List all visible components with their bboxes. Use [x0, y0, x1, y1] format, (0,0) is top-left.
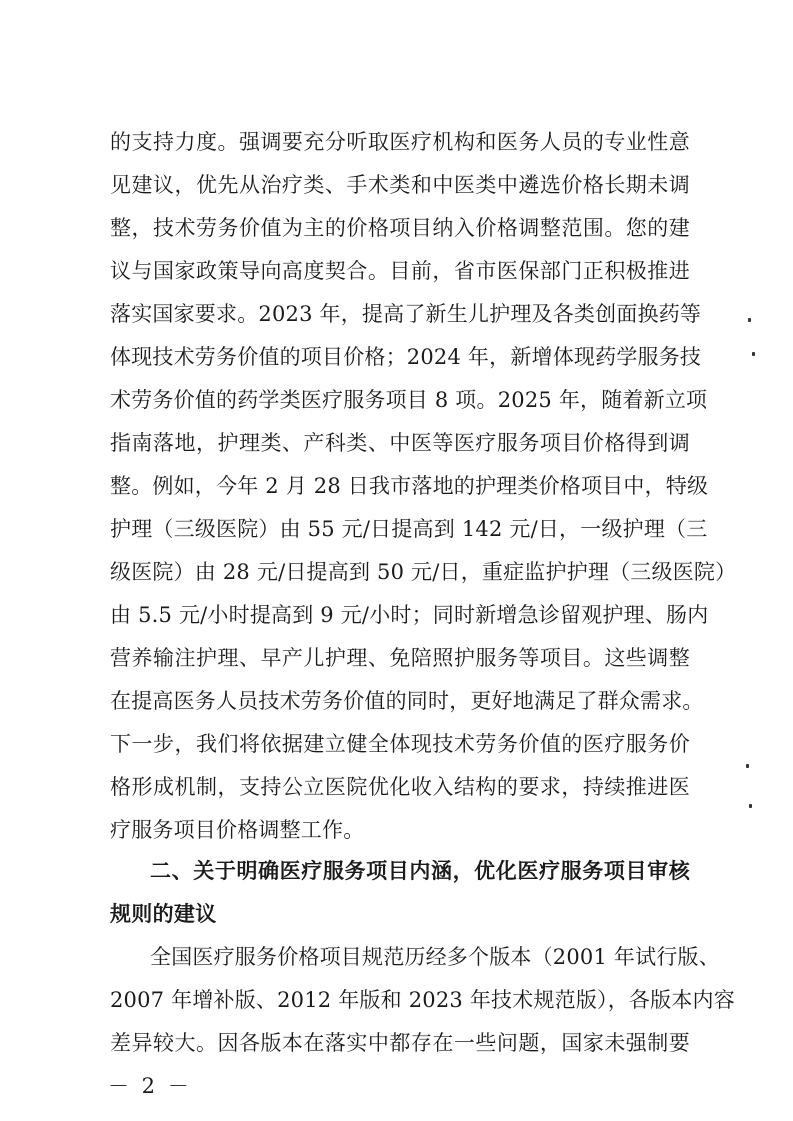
- paragraph-1-line-13: 营养输注护理、早产儿护理、免陪照护服务等项目。这些调整: [110, 646, 690, 670]
- paragraph-1-line-3: 整，技术劳务价值为主的价格项目纳入价格调整范围。您的建: [110, 216, 690, 240]
- paragraph-1-line-1: 的支持力度。强调要充分听取医疗机构和医务人员的专业性意: [110, 130, 690, 154]
- paragraph-2-line-1: 全国医疗服务价格项目规范历经多个版本（2001 年试行版、: [150, 945, 720, 969]
- paragraph-1-line-16: 格形成机制，支持公立医院优化收入结构的要求，持续推进医: [110, 775, 690, 799]
- paragraph-1-line-12: 由 5.5 元/小时提高到 9 元/小时；同时新增急诊留观护理、肠内: [110, 603, 709, 627]
- section-heading-line-2: 规则的建议: [110, 902, 217, 926]
- paragraph-2-line-2: 2007 年增补版、2012 年版和 2023 年技术规范版），各版本内容: [110, 988, 735, 1012]
- paragraph-1-line-7: 术劳务价值的药学类医疗服务项目 8 项。2025 年，随着新立项: [110, 388, 708, 412]
- paragraph-1-line-9: 整。例如，今年 2 月 28 日我市落地的护理类价格项目中，特级: [110, 474, 709, 498]
- scan-speck: [746, 764, 749, 768]
- paragraph-1-line-4: 议与国家政策导向高度契合。目前，省市医保部门正积极推进: [110, 259, 690, 283]
- section-heading-line-1: 二、关于明确医疗服务项目内涵，优化医疗服务项目审核: [150, 859, 690, 883]
- paragraph-2-line-3: 差异较大。因各版本在落实中都存在一些问题，国家未强制要: [110, 1031, 690, 1055]
- paragraph-1-line-11: 级医院）由 28 元/日提高到 50 元/日，重症监护护理（三级医院）: [110, 560, 737, 584]
- paragraph-1-line-15: 下一步，我们将依据建立健全体现技术劳务价值的医疗服务价: [110, 732, 690, 756]
- paragraph-1-line-14: 在提高医务人员技术劳务价值的同时，更好地满足了群众需求。: [110, 689, 704, 713]
- scan-speck: [748, 318, 751, 322]
- scan-speck: [752, 352, 755, 356]
- paragraph-1-line-6: 体现技术劳务价值的项目价格；2024 年，新增体现药学服务技: [110, 345, 702, 369]
- paragraph-1-line-10: 护理（三级医院）由 55 元/日提高到 142 元/日，一级护理（三: [110, 517, 708, 541]
- paragraph-1-line-17: 疗服务项目价格调整工作。: [110, 818, 365, 842]
- paragraph-1-line-8: 指南落地，护理类、产科类、中医等医疗服务项目价格得到调: [110, 431, 690, 455]
- scan-speck: [749, 804, 752, 808]
- paragraph-1-line-5: 落实国家要求。2023 年，提高了新生儿护理及各类创面换药等: [110, 302, 702, 326]
- page-number: － 2 －: [108, 1074, 192, 1098]
- paragraph-1-line-2: 见建议，优先从治疗类、手术类和中医类中遴选价格长期未调: [110, 173, 690, 197]
